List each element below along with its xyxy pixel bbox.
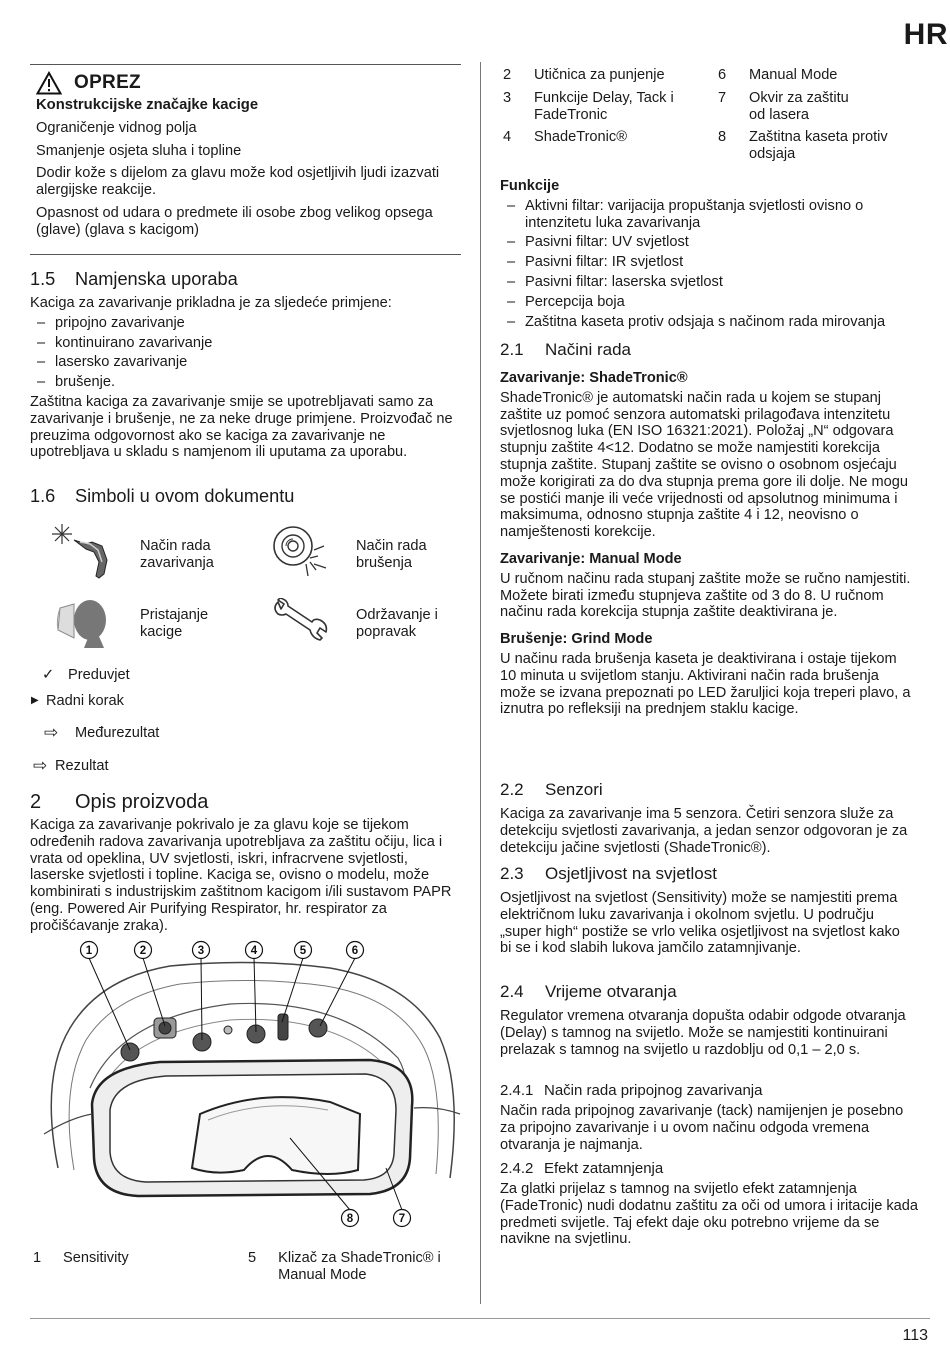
list-item: Pasivni filtar: UV svjetlost (525, 234, 689, 251)
warning-title: OPREZ (74, 71, 141, 93)
section-number: 1.6 (30, 486, 56, 506)
part-label: Zaštitna kaseta protiv odsjaja (749, 129, 888, 163)
subsection-title: Zavarivanje: Manual Mode (500, 550, 682, 567)
part-label: Klizač za ShadeTronic® i Manual Mode (278, 1250, 441, 1283)
list-dash: – (507, 234, 516, 251)
list-item: Pasivni filtar: laserska svjetlost (525, 273, 723, 290)
marker-intermediate (44, 725, 159, 742)
marker-label: Preduvjet (68, 667, 130, 683)
section-title: Simboli u ovom dokumentu (75, 486, 295, 506)
arrow-right-outline-icon: ⇨ (44, 723, 59, 742)
list-dash: – (37, 354, 46, 371)
list-dash: – (507, 293, 516, 310)
warning-bottom-rule (30, 254, 461, 255)
marker-label: Rezultat (55, 758, 109, 774)
list-dash: – (507, 197, 516, 214)
part-label: ShadeTronic® (534, 129, 627, 146)
section-title: Namjenska uporaba (75, 269, 238, 289)
part-label: Okvir za zaštitu od lasera (749, 89, 849, 123)
list-dash: – (37, 374, 46, 391)
functions-section (500, 178, 932, 330)
section-text: Zaštitna kaciga za zavarivanje smije se upotrebljavati samo za zavarivanje i brušenje, ne za neke druge primjene. Proizvođač ne preuzima odgovornost ako se kaciga za zavarivanje ne upotrebljava u skladu s namjenom ili uputama za uporabu. (30, 393, 453, 461)
part-number: 6 (718, 67, 727, 83)
warning-top-rule (30, 64, 461, 65)
part-label: Sensitivity (63, 1250, 129, 1266)
callout-label: 8 (346, 1213, 354, 1225)
warning-item: Dodir kože s dijelom za glavu može kod osjetljivih ljudi izazvati alergijske reakcije. (36, 165, 440, 199)
parts-list-right (503, 67, 923, 163)
functions-title: Funkcije (500, 178, 560, 194)
subsection-text: U ručnom načinu rada stupanj zaštite može se ručno namjestiti. Možete birati između stupnjeva zaštite od 3 do 8. U ručnom načinu rada korekcija stupnja zaštite deaktivirana je. (500, 570, 911, 621)
grinding-disc-icon (270, 520, 332, 580)
list-item: brušenje. (55, 374, 116, 391)
list-dash: – (507, 273, 516, 290)
section-number: 2 (30, 791, 42, 813)
section-1-5 (30, 268, 462, 461)
arrow-right-outline-icon: ⇨ (33, 756, 48, 775)
callout-label: 1 (85, 945, 93, 957)
list-dash: – (37, 334, 46, 351)
part-number: 1 (33, 1250, 42, 1266)
section-text: Kaciga za zavarivanje pokrivalo je za glavu koje se tijekom određenih radova zavarivanja upotrebljava za zaštitu očiju, lica i vrata od opeklina, UV svjetlosti, iskri, infracrvene svjetlosti, laserske svjetlosti i topline. Kaciga se, ovisno o modelu, može kombinirati s industrijskim zaštitnom kacigom i/ili sustavom PAPR (eng. Powered Air Purifying Respirator, hr. respirator za pročišćavanje zraka). (30, 817, 452, 934)
list-item: Pasivni filtar: IR svjetlost (525, 254, 684, 271)
symbol-label-welding: Način rada zavarivanja (140, 538, 214, 571)
subsection-title: Brušenje: Grind Mode (500, 631, 653, 648)
section-number: 1.5 (30, 269, 56, 289)
part-number: 2 (503, 67, 512, 83)
marker-result (33, 758, 109, 775)
part-label: Funkcije Delay, Tack i FadeTronic (534, 89, 674, 123)
warning-subtitle: Konstrukcijske značajke kacige (36, 97, 259, 113)
footer-rule (30, 1318, 930, 1319)
section-text: Kaciga za zavarivanje ima 5 senzora. Četiri senzora služe za detekciju svjetlosti zavarivanja, a jedan senzor odgovoran je za detekciju jačine svjetlosti (ShadeTronic®). (500, 806, 908, 856)
section-number: 2.4.1 (500, 1082, 534, 1099)
list-item: Percepcija boja (525, 293, 625, 310)
subsection-title: Zavarivanje: ShadeTronic® (500, 370, 688, 386)
section-2-4-2 (500, 1160, 930, 1248)
subsection-text: ShadeTronic® je automatski način rada u kojem se stupanj zaštite uz pomoć senzora automatski prilagođava intenzitetu svjetlosnog luka (EN ISO 16321:2021). Položaj „N“ odgovara stupnju zaštite 4<12. Dodatno se može namjestiti korekcija stupnja zaštite. Stupanj zaštite se ovisno o osobnom osjećaju može korigirati za do dva stupnja prema gore ili dolje. Ne mogu se postići manje ili veće vrijednosti od apsolutnog minimuma i maksimuma, odnosno stupnja zaštite 4 i 12, neovisno o namještenosti korekcije. (500, 389, 909, 541)
section-title: Vrijeme otvaranja (545, 982, 677, 1001)
section-text: Osjetljivost na svjetlost (Sensitivity) može se namjestiti prema električnom luku zavarivanja i okolnom svjetlu. U području „super high“ postiže se vrlo velika osjetljivost na svjetlost kako bi se i kod slabih lukova jamčilo zatamnjivanje. (500, 890, 900, 957)
wrench-icon (272, 598, 328, 642)
list-item: lasersko zavarivanje (55, 354, 188, 371)
list-item: kontinuirano zavarivanje (55, 334, 213, 351)
page-number: 113 (902, 1327, 928, 1344)
part-label: Utičnica za punjenje (534, 67, 665, 83)
welding-torch-icon (52, 522, 122, 580)
column-divider (480, 62, 481, 1304)
section-number: 2.1 (500, 340, 524, 359)
list-item: Zaštitna kaseta protiv odsjaja s načinom rada mirovanja (525, 313, 886, 330)
section-intro: Kaciga za zavarivanje prikladna je za sljedeće primjene: (30, 295, 392, 311)
section-title: Način rada pripojnog zavarivanja (544, 1082, 763, 1099)
helmet-diagram (30, 938, 470, 1238)
section-number: 2.4 (500, 982, 524, 1001)
section-2-2 (500, 780, 930, 856)
section-2-4-1 (500, 1082, 930, 1153)
section-text: Regulator vremena otvaranja dopušta odabir odgode otvaranja (Delay) s tamnog na svijetlo. Može se namjestiti kontinuirani prelazak s tamnog na svijetlo u razdoblju od 0,1 – 2,0 s. (500, 1008, 906, 1058)
section-title: Senzori (545, 780, 603, 799)
symbol-label-grinding: Način rada brušenja (356, 538, 427, 571)
marker-step (31, 693, 124, 710)
warning-triangle-icon (36, 71, 62, 95)
callout-label: 4 (250, 945, 258, 957)
section-title: Načini rada (545, 340, 631, 359)
part-number: 8 (718, 129, 727, 146)
warning-item: Smanjenje osjeta sluha i topline (36, 142, 242, 159)
part-number: 3 (503, 89, 512, 106)
list-item: pripojno zavarivanje (55, 314, 185, 331)
part-number: 5 (248, 1250, 257, 1266)
callout-label: 6 (351, 945, 359, 957)
language-code: HR (903, 18, 948, 51)
list-dash: – (37, 314, 46, 331)
section-2-1 (500, 340, 930, 718)
part-number: 7 (718, 89, 727, 106)
warning-item: Opasnost od udara o predmete ili osobe zbog velikog opsega (glave) (glava s kacigom) (36, 204, 433, 238)
symbol-label-maintenance: Održavanje i popravak (356, 607, 438, 640)
marker-prerequisite (42, 667, 130, 684)
callout-label: 5 (299, 945, 307, 957)
section-2-4 (500, 982, 930, 1058)
section-text: Za glatki prijelaz s tamnog na svijetlo efekt zatamnjenja (FadeTronic) nudi dodatnu zaštitu za oči od umora i iritacije kada predmeti svijetle. Taj efekt daje oku potrebno vrijeme da se navikne na svjetlinu. (500, 1181, 919, 1248)
callout-label: 3 (197, 945, 205, 957)
section-text: Način rada pripojnog zavarivanje (tack) namijenjen je posebno za pripojno zavarivanje i u ovom načinu odgoda vremena otvaranja je najmanja. (500, 1103, 904, 1153)
section-1-6-heading (30, 485, 462, 507)
triangle-right-icon: ▶ (31, 695, 39, 706)
section-2-3 (500, 864, 930, 957)
symbol-label-fitting: Pristajanje kacige (140, 607, 209, 640)
warning-box (30, 70, 461, 239)
section-number: 2.2 (500, 780, 524, 799)
section-2 (30, 790, 462, 935)
list-item: Aktivni filtar: varijacija propuštanja svjetlosti ovisno o intenzitetu luka zavarivanja (525, 197, 864, 231)
list-dash: – (507, 313, 516, 330)
check-icon: ✓ (42, 667, 55, 683)
section-number: 2.3 (500, 864, 524, 883)
marker-label: Međurezultat (75, 725, 160, 741)
callout-label: 7 (398, 1213, 406, 1225)
part-number: 4 (503, 129, 512, 146)
callout-label: 2 (139, 945, 147, 957)
subsection-text: U načinu rada brušenja kaseta je deaktivirana i ostaje tijekom 10 minuta u svijetlom stanju. Aktivirani način rada brušenja može se izvana prepoznati po LED žaruljici koja treperi plavo, a iznutra po refleksiji na prednjem staklu kacige. (500, 650, 911, 718)
warning-item: Ograničenje vidnog polja (36, 119, 197, 136)
head-fitting-icon (54, 594, 114, 650)
marker-label: Radni korak (46, 693, 124, 709)
section-title: Opis proizvoda (75, 791, 209, 813)
parts-list-left (33, 1250, 463, 1284)
section-title: Osjetljivost na svjetlost (545, 864, 717, 883)
section-title: Efekt zatamnjenja (544, 1160, 664, 1177)
section-number: 2.4.2 (500, 1160, 534, 1177)
list-dash: – (507, 254, 516, 271)
part-label: Manual Mode (749, 67, 838, 83)
